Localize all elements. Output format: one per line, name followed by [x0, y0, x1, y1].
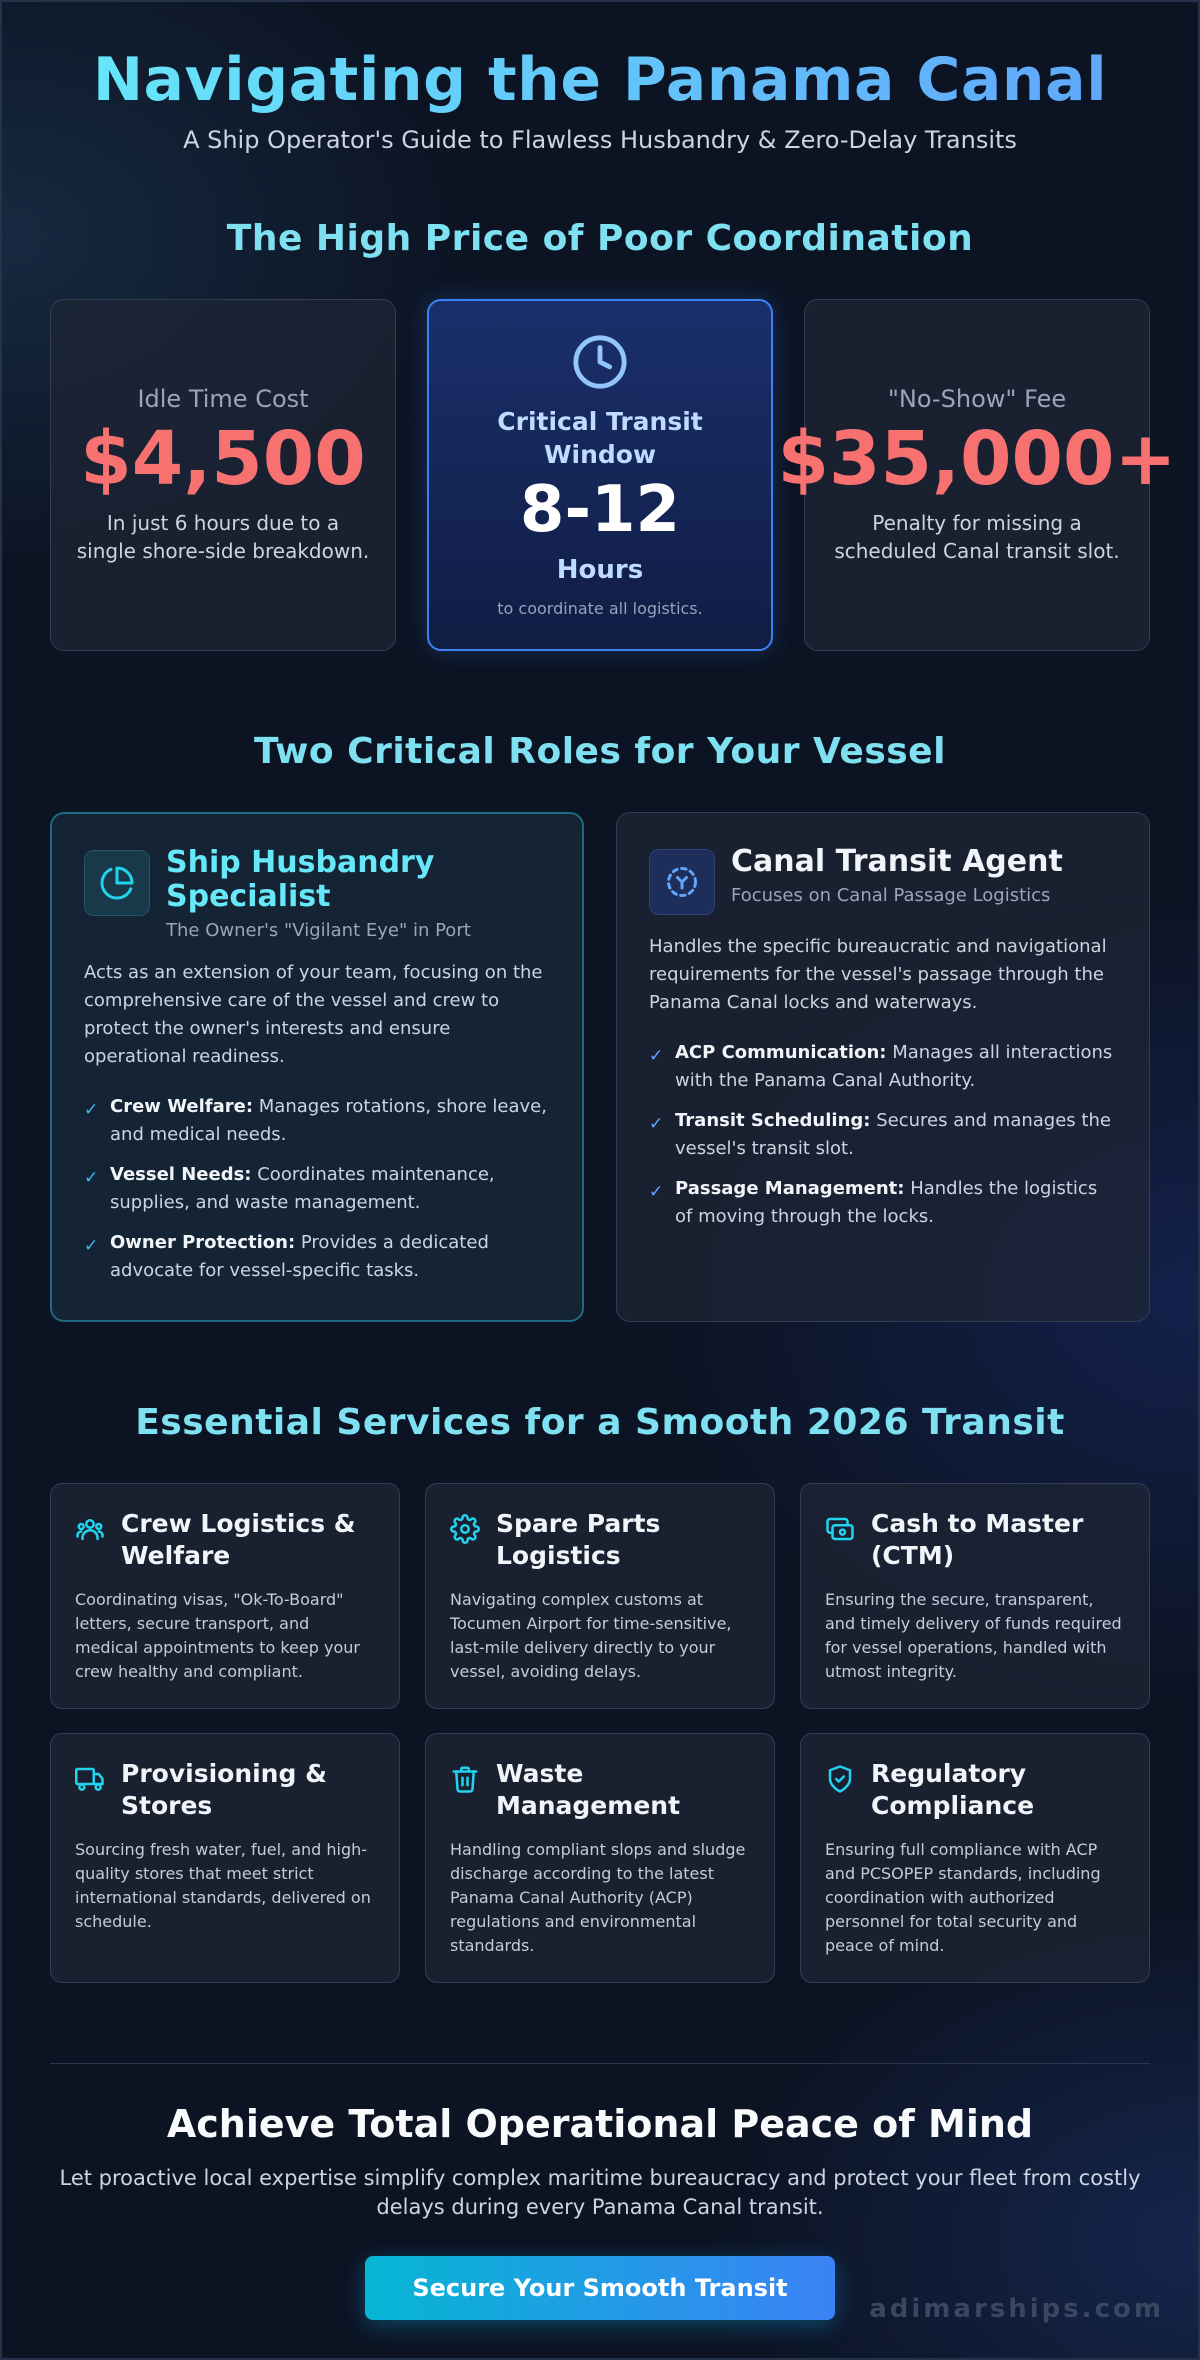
clock-icon: [571, 333, 629, 391]
service-description: Sourcing fresh water, fuel, and high-quality stores that meet strict international standards, delivered on schedule.: [75, 1840, 371, 1931]
cta-text: Let proactive local expertise simplify complex maritime bureaucracy and protect your fleet from costly delays during every Panama Canal transit.: [59, 2166, 1141, 2219]
stat-value: $35,000+: [777, 416, 1177, 502]
item-text: Secures and manages the vessel's transit slot.: [675, 1110, 1111, 1159]
item-text: Coordinates maintenance, supplies, and waste management.: [110, 1164, 495, 1213]
role-tagline: Focuses on Canal Passage Logistics: [731, 885, 1051, 906]
role-header: [84, 846, 550, 941]
cta-title: Achieve Total Operational Peace of Mind: [166, 2102, 1034, 2146]
trash-icon: [450, 1764, 480, 1794]
page-subtitle: A Ship Operator's Guide to Flawless Husbandry & Zero-Delay Transits: [183, 126, 1017, 154]
role-description: Handles the specific bureaucratic and navigational requirements for the vessel's passage through the Panama Canal locks and waterways.: [649, 936, 1107, 1013]
truck-icon: [75, 1764, 105, 1794]
check-icon: ✓: [84, 1236, 99, 1256]
stat-description: Penalty for missing a scheduled Canal transit slot.: [834, 511, 1120, 563]
role-name: Ship Husbandry Specialist: [166, 845, 435, 914]
cost-stats: [50, 299, 1177, 651]
role-header: [649, 845, 1117, 915]
service-name: Spare Parts Logistics: [496, 1509, 661, 1570]
services-section-title: Essential Services for a Smooth 2026 Transit: [135, 1402, 1065, 1443]
service-name: Cash to Master (CTM): [871, 1509, 1084, 1570]
role-icon-box: [649, 849, 715, 915]
service-description: Navigating complex customs at Tocumen Airport for time-sensitive, last-mile delivery directly to your vessel, avoiding delays.: [450, 1590, 732, 1681]
list-item: [84, 1093, 550, 1149]
services-grid: [50, 1483, 1150, 1983]
role-name: Canal Transit Agent: [731, 844, 1063, 879]
role-responsibilities: [649, 1039, 1117, 1231]
role-heading: [166, 846, 550, 941]
no-show-fee-card: [777, 299, 1177, 651]
list-item: [84, 1161, 550, 1217]
service-card-crew-logistics: [50, 1483, 400, 1709]
service-description: Ensuring full compliance with ACP and PCSOPEP standards, including coordination with authorized personnel for total security and peace of mind.: [825, 1840, 1101, 1955]
service-card-spare-parts: [425, 1483, 775, 1709]
check-icon: ✓: [649, 1046, 664, 1066]
roles-section-title: Two Critical Roles for Your Vessel: [254, 731, 946, 772]
list-item: [649, 1039, 1117, 1095]
stat-unit: Hours: [556, 554, 644, 585]
service-card-cash-to-master: [800, 1483, 1150, 1709]
list-item: [649, 1175, 1117, 1231]
service-name: Crew Logistics & Welfare: [121, 1509, 356, 1570]
idle-time-cost-card: [50, 299, 396, 651]
item-title: Crew Welfare:: [110, 1096, 254, 1117]
item-title: Transit Scheduling:: [675, 1110, 871, 1131]
list-item: [649, 1107, 1117, 1163]
stat-value: $4,500: [80, 416, 366, 502]
stat-description: In just 6 hours due to a single shore-side breakdown.: [76, 511, 370, 563]
cost-section-title: The High Price of Poor Coordination: [226, 218, 974, 259]
chart-pie-icon: [99, 865, 135, 901]
cash-icon: [825, 1514, 855, 1544]
service-name: Waste Management: [496, 1759, 681, 1820]
page-title: Navigating the Panama Canal: [50, 46, 1150, 114]
stat-label: Critical Transit Window: [497, 406, 703, 469]
stat-note: to coordinate all logistics.: [497, 598, 703, 618]
page-container: [50, 0, 1177, 2320]
service-description: Coordinating visas, "Ok-To-Board" letters, secure transport, and medical appointments to keep your crew healthy and compliant.: [75, 1590, 360, 1681]
watermark: adimarships.com: [869, 2294, 1164, 2324]
secure-transit-button[interactable]: Secure Your Smooth Transit: [365, 2256, 835, 2320]
section-divider: [50, 2063, 1150, 2064]
role-tagline: The Owner's "Vigilant Eye" in Port: [166, 920, 471, 941]
item-text: Manages all interactions with the Panama Canal Authority.: [675, 1042, 1113, 1091]
call-to-action: [50, 2102, 1150, 2320]
stat-label: Idle Time Cost: [137, 385, 309, 413]
canal-transit-agent-card: [616, 812, 1150, 1322]
item-title: Passage Management:: [675, 1178, 905, 1199]
service-card-provisioning: [50, 1733, 400, 1983]
check-icon: ✓: [84, 1168, 99, 1188]
shield-check-icon: [825, 1764, 855, 1794]
roles-grid: [50, 812, 1150, 1322]
gear-icon: [450, 1514, 480, 1544]
item-title: Owner Protection:: [110, 1232, 296, 1253]
service-card-regulatory-compliance: [800, 1733, 1150, 1983]
item-text: Handles the logistics of moving through the locks.: [675, 1178, 1098, 1227]
service-name: Provisioning & Stores: [121, 1759, 327, 1820]
route-icon: [664, 864, 700, 900]
item-title: Vessel Needs:: [110, 1164, 252, 1185]
service-card-waste-management: [425, 1733, 775, 1983]
list-item: [84, 1229, 550, 1285]
role-heading: [731, 845, 1063, 906]
role-icon-box: [84, 850, 150, 916]
item-text: Manages rotations, shore leave, and medical needs.: [110, 1096, 547, 1145]
stat-label: "No-Show" Fee: [887, 385, 1067, 413]
users-icon: [75, 1514, 105, 1544]
role-description: Acts as an extension of your team, focusing on the comprehensive care of the vessel and crew to protect the owner's interests and ensure operational readiness.: [84, 962, 543, 1067]
stat-value: 8-12: [519, 472, 681, 547]
check-icon: ✓: [84, 1100, 99, 1120]
service-description: Ensuring the secure, transparent, and timely delivery of funds required for vessel operations, handled with utmost integrity.: [825, 1590, 1122, 1681]
item-title: ACP Communication:: [675, 1042, 887, 1063]
service-name: Regulatory Compliance: [871, 1759, 1035, 1820]
transit-window-card: [427, 299, 773, 651]
page-header: [50, 0, 1150, 154]
check-icon: ✓: [649, 1114, 664, 1134]
service-description: Handling compliant slops and sludge discharge according to the latest Panama Canal Authority (ACP) regulations and environmental standards.: [450, 1840, 746, 1955]
check-icon: ✓: [649, 1182, 664, 1202]
item-text: Provides a dedicated advocate for vessel-specific tasks.: [110, 1232, 489, 1281]
husbandry-specialist-card: [50, 812, 584, 1322]
role-responsibilities: [84, 1093, 550, 1285]
